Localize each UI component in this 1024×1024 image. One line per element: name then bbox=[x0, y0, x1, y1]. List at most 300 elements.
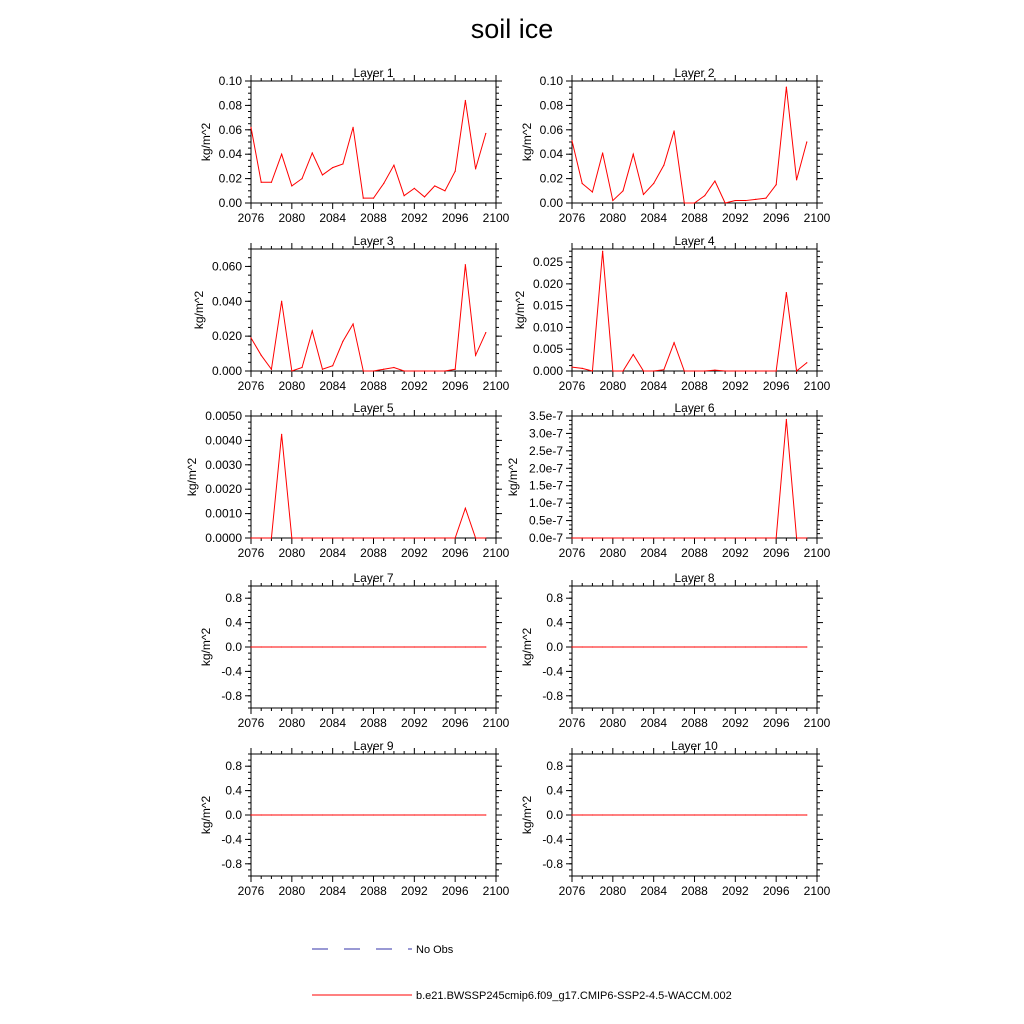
y-tick-label: 0.000 bbox=[211, 364, 242, 378]
x-tick-label: 2080 bbox=[278, 211, 306, 225]
data-point bbox=[714, 814, 715, 815]
data-point bbox=[301, 814, 302, 815]
y-tick-label: 0.0e-7 bbox=[528, 531, 563, 545]
x-tick-label: 2096 bbox=[762, 546, 790, 560]
y-tick-label: 3.5e-7 bbox=[528, 409, 563, 423]
data-point bbox=[404, 646, 405, 647]
y-tick-label: 0.0040 bbox=[205, 433, 242, 448]
x-tick-label: 2096 bbox=[762, 716, 790, 730]
data-point bbox=[332, 814, 333, 815]
data-point bbox=[714, 180, 715, 181]
data-point bbox=[643, 814, 644, 815]
x-tick-label: 2092 bbox=[721, 546, 749, 560]
data-point bbox=[673, 130, 674, 131]
y-tick-label: 0.5e-7 bbox=[528, 513, 563, 528]
x-tick-label: 2088 bbox=[681, 546, 708, 560]
y-tick-label: 0.02 bbox=[539, 171, 563, 186]
data-point bbox=[455, 646, 456, 647]
x-tick-label: 2092 bbox=[721, 379, 749, 393]
y-tick-label: 0.4 bbox=[225, 615, 242, 630]
x-tick-label: 2092 bbox=[400, 884, 428, 898]
data-point bbox=[602, 814, 603, 815]
x-tick-label: 2088 bbox=[681, 211, 708, 225]
data-point bbox=[776, 370, 777, 371]
panel-7 bbox=[199, 571, 510, 730]
data-point bbox=[755, 370, 756, 371]
data-point bbox=[704, 370, 705, 371]
series-line bbox=[251, 101, 486, 199]
y-tick-label: 0.4 bbox=[225, 783, 242, 798]
x-tick-label: 2088 bbox=[681, 379, 708, 393]
legend bbox=[312, 944, 732, 1002]
panel-title: Layer 8 bbox=[674, 571, 715, 585]
data-point bbox=[582, 646, 583, 647]
data-point bbox=[465, 264, 466, 265]
y-tick-label: -0.8 bbox=[542, 856, 563, 871]
data-point bbox=[393, 646, 394, 647]
x-tick-label: 2084 bbox=[319, 716, 347, 730]
y-tick-label: 0.040 bbox=[211, 294, 242, 309]
data-point bbox=[622, 646, 623, 647]
data-point bbox=[383, 814, 384, 815]
data-point bbox=[281, 301, 282, 302]
data-point bbox=[704, 195, 705, 196]
data-point bbox=[806, 141, 807, 142]
data-point bbox=[455, 369, 456, 370]
data-point bbox=[291, 646, 292, 647]
data-point bbox=[444, 370, 445, 371]
data-point bbox=[352, 323, 353, 324]
data-point bbox=[602, 537, 603, 538]
data-point bbox=[622, 370, 623, 371]
y-tick-label: 0.04 bbox=[218, 147, 242, 162]
data-point bbox=[373, 198, 374, 199]
data-point bbox=[571, 366, 572, 367]
data-point bbox=[312, 152, 313, 153]
data-point bbox=[322, 537, 323, 538]
data-point bbox=[571, 646, 572, 647]
y-tick-label: 0.010 bbox=[532, 320, 563, 335]
data-point bbox=[755, 646, 756, 647]
data-point bbox=[592, 537, 593, 538]
plot-frame bbox=[572, 416, 817, 538]
x-tick-label: 2076 bbox=[237, 716, 265, 730]
data-point bbox=[322, 814, 323, 815]
y-tick-label: 0.10 bbox=[539, 74, 563, 88]
y-tick-label: 0.025 bbox=[532, 255, 563, 270]
data-point bbox=[342, 163, 343, 164]
figure-title: soil ice bbox=[470, 14, 554, 44]
data-point bbox=[383, 369, 384, 370]
data-point bbox=[363, 198, 364, 199]
data-point bbox=[704, 814, 705, 815]
panel-title: Layer 6 bbox=[674, 401, 715, 415]
y-axis-label: kg/m^2 bbox=[519, 627, 534, 667]
data-point bbox=[633, 646, 634, 647]
data-point bbox=[602, 251, 603, 252]
data-point bbox=[673, 814, 674, 815]
x-tick-label: 2088 bbox=[681, 716, 708, 730]
y-tick-label: 2.0e-7 bbox=[528, 461, 563, 476]
data-point bbox=[291, 537, 292, 538]
y-tick-label: 0.020 bbox=[211, 329, 242, 344]
y-tick-label: 0.8 bbox=[225, 591, 242, 606]
data-point bbox=[663, 646, 664, 647]
data-point bbox=[735, 646, 736, 647]
panel-8 bbox=[520, 571, 831, 730]
x-tick-label: 2092 bbox=[721, 884, 749, 898]
data-point bbox=[434, 537, 435, 538]
data-point bbox=[434, 370, 435, 371]
x-tick-label: 2076 bbox=[237, 884, 265, 898]
x-tick-label: 2080 bbox=[599, 211, 627, 225]
panel-title: Layer 10 bbox=[671, 739, 718, 753]
data-point bbox=[393, 367, 394, 368]
data-point bbox=[332, 646, 333, 647]
data-point bbox=[312, 646, 313, 647]
data-point bbox=[612, 814, 613, 815]
data-point bbox=[250, 814, 251, 815]
plot-frame bbox=[251, 249, 496, 371]
y-tick-label: 1.0e-7 bbox=[528, 496, 563, 511]
data-point bbox=[612, 200, 613, 201]
y-tick-label: 0.0 bbox=[225, 808, 242, 822]
y-tick-label: 0.04 bbox=[539, 147, 563, 162]
data-point bbox=[475, 168, 476, 169]
panel-5 bbox=[185, 401, 509, 560]
y-axis-label: kg/m^2 bbox=[198, 795, 213, 835]
data-point bbox=[612, 537, 613, 538]
y-axis-label: kg/m^2 bbox=[185, 457, 200, 497]
y-tick-label: 1.5e-7 bbox=[528, 478, 563, 493]
data-point bbox=[765, 370, 766, 371]
x-tick-label: 2084 bbox=[640, 379, 668, 393]
data-point bbox=[465, 100, 466, 101]
x-tick-label: 2084 bbox=[640, 211, 668, 225]
data-point bbox=[653, 537, 654, 538]
x-tick-label: 2084 bbox=[319, 884, 347, 898]
y-axis-label: kg/m^2 bbox=[513, 290, 527, 330]
data-point bbox=[393, 537, 394, 538]
data-point bbox=[673, 342, 674, 343]
x-tick-label: 2076 bbox=[558, 884, 586, 898]
data-point bbox=[271, 537, 272, 538]
x-tick-label: 2088 bbox=[360, 546, 387, 560]
data-point bbox=[755, 537, 756, 538]
y-tick-label: 0.08 bbox=[218, 98, 242, 113]
y-tick-label: 0.02 bbox=[218, 171, 242, 186]
data-point bbox=[643, 537, 644, 538]
panel-10 bbox=[520, 739, 831, 898]
x-tick-label: 2084 bbox=[319, 211, 347, 225]
data-point bbox=[745, 537, 746, 538]
x-tick-label: 2076 bbox=[237, 211, 265, 225]
x-tick-label: 2100 bbox=[803, 379, 831, 393]
data-point bbox=[342, 341, 343, 342]
data-point bbox=[806, 362, 807, 363]
data-point bbox=[765, 814, 766, 815]
data-point bbox=[281, 434, 282, 435]
data-point bbox=[322, 174, 323, 175]
data-point bbox=[735, 370, 736, 371]
x-tick-label: 2084 bbox=[640, 546, 668, 560]
data-point bbox=[485, 814, 486, 815]
data-point bbox=[796, 179, 797, 180]
data-point bbox=[735, 537, 736, 538]
data-point bbox=[684, 202, 685, 203]
data-point bbox=[455, 537, 456, 538]
data-point bbox=[332, 537, 333, 538]
data-point bbox=[643, 370, 644, 371]
data-point bbox=[363, 537, 364, 538]
x-tick-label: 2088 bbox=[360, 716, 387, 730]
plot-frame bbox=[251, 416, 496, 538]
data-point bbox=[653, 814, 654, 815]
data-point bbox=[725, 202, 726, 203]
data-point bbox=[352, 814, 353, 815]
x-tick-label: 2076 bbox=[558, 379, 586, 393]
data-point bbox=[250, 127, 251, 128]
data-point bbox=[653, 183, 654, 184]
data-point bbox=[271, 182, 272, 183]
plot-frame bbox=[572, 249, 817, 371]
data-point bbox=[301, 367, 302, 368]
data-point bbox=[663, 369, 664, 370]
data-point bbox=[250, 537, 251, 538]
y-tick-label: 0.0030 bbox=[205, 457, 242, 472]
data-point bbox=[250, 646, 251, 647]
data-point bbox=[261, 646, 262, 647]
data-point bbox=[434, 646, 435, 647]
data-point bbox=[322, 369, 323, 370]
x-tick-label: 2096 bbox=[441, 884, 469, 898]
series-line bbox=[572, 87, 807, 203]
panel-title: Layer 5 bbox=[353, 401, 394, 415]
x-tick-label: 2076 bbox=[558, 546, 586, 560]
legend-model-label: b.e21.BWSSP245cmip6.f09_g17.CMIP6-SSP2-4.5-WACCM.002 bbox=[416, 990, 732, 1002]
data-point bbox=[342, 537, 343, 538]
y-tick-label: 0.8 bbox=[546, 759, 563, 774]
y-tick-label: 0.0020 bbox=[205, 482, 242, 497]
x-tick-label: 2076 bbox=[558, 716, 586, 730]
x-tick-label: 2084 bbox=[319, 379, 347, 393]
data-point bbox=[796, 537, 797, 538]
data-point bbox=[602, 152, 603, 153]
data-point bbox=[271, 369, 272, 370]
data-point bbox=[352, 127, 353, 128]
y-tick-label: 0.0050 bbox=[205, 409, 242, 423]
legend-no-obs-label: No Obs bbox=[416, 944, 454, 956]
data-point bbox=[444, 537, 445, 538]
data-point bbox=[414, 188, 415, 189]
data-point bbox=[745, 814, 746, 815]
data-point bbox=[592, 191, 593, 192]
data-point bbox=[404, 195, 405, 196]
data-point bbox=[684, 370, 685, 371]
x-tick-label: 2092 bbox=[400, 716, 428, 730]
y-tick-label: 0.4 bbox=[546, 615, 563, 630]
y-tick-label: 0.00 bbox=[539, 196, 563, 210]
data-point bbox=[271, 814, 272, 815]
data-point bbox=[393, 165, 394, 166]
data-point bbox=[291, 370, 292, 371]
panel-9 bbox=[199, 739, 510, 898]
x-tick-label: 2096 bbox=[762, 884, 790, 898]
data-point bbox=[424, 646, 425, 647]
y-tick-label: 3.0e-7 bbox=[528, 426, 563, 441]
x-tick-label: 2092 bbox=[400, 546, 428, 560]
x-tick-label: 2092 bbox=[400, 379, 428, 393]
data-point bbox=[414, 370, 415, 371]
data-point bbox=[714, 370, 715, 371]
data-point bbox=[455, 171, 456, 172]
x-tick-label: 2096 bbox=[762, 211, 790, 225]
y-tick-label: 0.00 bbox=[218, 196, 242, 210]
data-point bbox=[444, 646, 445, 647]
y-tick-label: 0.0010 bbox=[205, 506, 242, 521]
data-point bbox=[765, 198, 766, 199]
data-point bbox=[434, 185, 435, 186]
panel-title: Layer 2 bbox=[674, 66, 715, 80]
data-point bbox=[414, 814, 415, 815]
x-tick-label: 2100 bbox=[482, 546, 510, 560]
data-point bbox=[373, 646, 374, 647]
data-point bbox=[765, 646, 766, 647]
panels-group bbox=[185, 66, 830, 898]
data-point bbox=[281, 154, 282, 155]
data-point bbox=[363, 814, 364, 815]
data-point bbox=[383, 646, 384, 647]
y-tick-label: 0.06 bbox=[218, 122, 242, 137]
y-tick-label: 0.08 bbox=[539, 98, 563, 113]
x-tick-label: 2088 bbox=[360, 884, 387, 898]
panel-4 bbox=[513, 234, 831, 393]
data-point bbox=[455, 814, 456, 815]
series-line bbox=[572, 419, 807, 538]
panel-title: Layer 9 bbox=[353, 739, 394, 753]
data-point bbox=[485, 537, 486, 538]
data-point bbox=[363, 370, 364, 371]
data-point bbox=[571, 140, 572, 141]
data-point bbox=[363, 646, 364, 647]
data-point bbox=[592, 814, 593, 815]
data-point bbox=[745, 370, 746, 371]
data-point bbox=[806, 646, 807, 647]
data-point bbox=[755, 199, 756, 200]
data-point bbox=[424, 196, 425, 197]
y-axis-label: kg/m^2 bbox=[192, 290, 206, 330]
data-point bbox=[322, 646, 323, 647]
data-point bbox=[663, 537, 664, 538]
y-tick-label: 0.005 bbox=[532, 342, 563, 357]
x-tick-label: 2084 bbox=[319, 546, 347, 560]
data-point bbox=[725, 370, 726, 371]
data-point bbox=[434, 814, 435, 815]
data-point bbox=[633, 154, 634, 155]
data-point bbox=[673, 646, 674, 647]
x-tick-label: 2096 bbox=[441, 716, 469, 730]
y-tick-label: 0.015 bbox=[532, 298, 563, 313]
data-point bbox=[383, 537, 384, 538]
data-point bbox=[714, 537, 715, 538]
x-tick-label: 2100 bbox=[482, 379, 510, 393]
x-tick-label: 2080 bbox=[599, 379, 627, 393]
data-point bbox=[485, 646, 486, 647]
data-point bbox=[465, 508, 466, 509]
data-point bbox=[444, 814, 445, 815]
y-tick-label: -0.8 bbox=[542, 688, 563, 703]
panel-title: Layer 3 bbox=[353, 234, 394, 248]
data-point bbox=[424, 370, 425, 371]
data-point bbox=[475, 355, 476, 356]
x-tick-label: 2080 bbox=[599, 546, 627, 560]
data-point bbox=[776, 814, 777, 815]
data-point bbox=[352, 537, 353, 538]
x-tick-label: 2096 bbox=[441, 211, 469, 225]
x-tick-label: 2080 bbox=[278, 716, 306, 730]
data-point bbox=[806, 537, 807, 538]
y-tick-label: 0.0 bbox=[546, 640, 563, 654]
data-point bbox=[694, 202, 695, 203]
data-point bbox=[592, 370, 593, 371]
x-tick-label: 2088 bbox=[360, 211, 387, 225]
y-tick-label: 0.06 bbox=[539, 122, 563, 137]
data-point bbox=[571, 537, 572, 538]
data-point bbox=[465, 814, 466, 815]
data-point bbox=[663, 814, 664, 815]
data-point bbox=[786, 646, 787, 647]
y-tick-label: -0.4 bbox=[542, 832, 563, 847]
data-point bbox=[404, 370, 405, 371]
x-tick-label: 2100 bbox=[803, 716, 831, 730]
x-tick-label: 2100 bbox=[803, 546, 831, 560]
data-point bbox=[393, 814, 394, 815]
data-point bbox=[373, 814, 374, 815]
data-point bbox=[582, 183, 583, 184]
data-point bbox=[261, 537, 262, 538]
y-axis-label: kg/m^2 bbox=[198, 627, 213, 667]
data-point bbox=[694, 370, 695, 371]
panel-3 bbox=[192, 234, 510, 393]
x-tick-label: 2084 bbox=[640, 884, 668, 898]
data-point bbox=[755, 814, 756, 815]
data-point bbox=[281, 814, 282, 815]
data-point bbox=[465, 646, 466, 647]
x-tick-label: 2084 bbox=[640, 716, 668, 730]
data-point bbox=[704, 646, 705, 647]
y-tick-label: -0.4 bbox=[542, 664, 563, 679]
data-point bbox=[633, 537, 634, 538]
data-point bbox=[582, 368, 583, 369]
data-point bbox=[633, 354, 634, 355]
data-point bbox=[404, 537, 405, 538]
y-axis-label: kg/m^2 bbox=[519, 122, 534, 162]
data-point bbox=[383, 183, 384, 184]
data-point bbox=[806, 814, 807, 815]
x-tick-label: 2100 bbox=[482, 716, 510, 730]
data-point bbox=[653, 646, 654, 647]
data-point bbox=[301, 537, 302, 538]
x-tick-label: 2088 bbox=[360, 379, 387, 393]
data-point bbox=[312, 330, 313, 331]
x-tick-label: 2096 bbox=[441, 546, 469, 560]
data-point bbox=[250, 337, 251, 338]
x-tick-label: 2080 bbox=[599, 716, 627, 730]
data-point bbox=[653, 370, 654, 371]
x-tick-label: 2080 bbox=[278, 379, 306, 393]
data-point bbox=[796, 814, 797, 815]
data-point bbox=[271, 646, 272, 647]
